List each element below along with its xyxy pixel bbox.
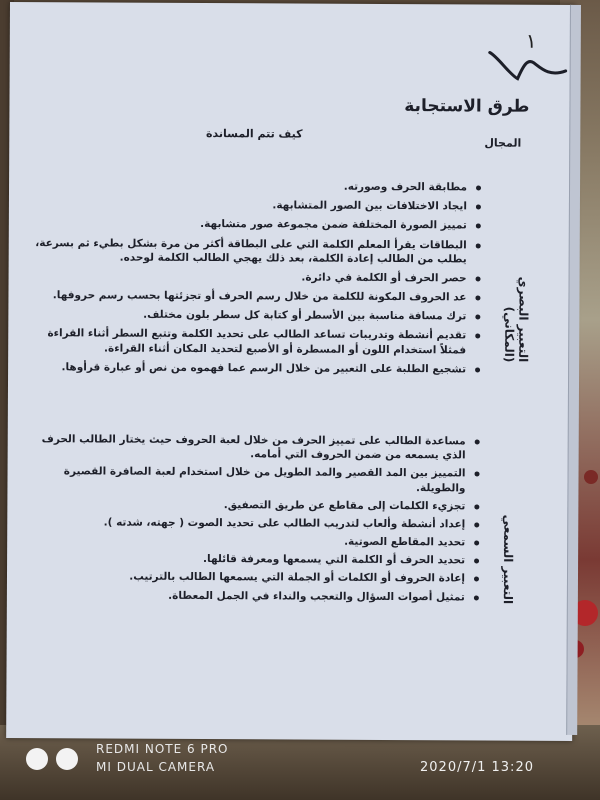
list-item: إعادة الحروف أو الكلمات أو الجملة التي يسمعها الطالب بالترتيب. [27,569,479,586]
page-title: طرق الاستجابة [404,96,530,117]
list-item: مطابقة الحرف وصورته. [19,178,481,195]
list-item: تمييز الصورة المختلفة ضمن مجموعة صور متشابهة. [19,216,481,233]
list-item: تمثيل أصوات السؤال والتعجب والنداء في الجمل المعطاة. [27,588,479,605]
list-item: إعداد أنشطة وألعاب لتدريب الطالب على تحديد الصوت ( جهته، شدته ). [27,515,479,532]
bullet-icon [474,577,479,582]
bullet-icon [475,367,480,372]
bullet-icon [474,540,479,545]
field-label-visual: التعبير البصري (المكاني) [502,277,531,363]
bullet-icon [475,315,480,320]
bullet-icon [476,276,481,281]
list-item: تحديد المقاطع الصوتية. [27,533,479,550]
list-item: تقديم أنشطة وتدريبات تساعد الطالب على تحديد الكلمة وتتبع السطر أثناء القراءة فمثلاً استخدام اللون أو المسطرة أو الأصبع لتحديد المكان أثناء القراءة. [18,326,480,357]
bullet-icon [474,559,479,564]
list-item: حصر الحرف أو الكلمة في دائرة. [19,269,481,286]
list-item: التمييز بين المد القصير والمد الطويل من خلال استخدام لعبة الصافرة القصيرة والطويلة. [27,464,479,495]
list-item: عد الحروف المكونة للكلمة من خلال رسم الحرف أو تجزئتها بحسب رسم حروفها. [18,288,480,305]
audio-strategies-list [27,432,480,608]
field-label-audio: التعبير السمعي [500,515,516,605]
list-item: ترك مسافة مناسبة بين الأسطر أو كتابة كل سطر بلون مختلف. [18,307,480,324]
fabric-flower [584,470,598,484]
header-swoosh-icon [488,45,568,95]
watermark-device: REDMI NOTE 6 PRO [96,742,229,756]
column-heading-how: كيف تتم المساندة [206,127,303,141]
section-number: ١ [525,28,537,53]
bullet-icon [474,522,479,527]
bullet-icon [476,205,481,210]
bullet-icon [475,334,480,339]
bullet-icon [476,243,481,248]
visual-strategies-list [18,178,481,381]
document-page [6,2,576,741]
watermark-circle-icon [26,748,48,770]
list-item: تشجيع الطلبة على التعبير من خلال الرسم عما فهموه من نص أو عبارة قرأوها. [18,360,480,377]
watermark-circle-icon [56,748,78,770]
list-item: البطاقات يقرأ المعلم الكلمة التي على البطاقة أكثر من مرة بشكل بطيء ثم بسرعة، يطلب من الطالب إعادة الكلمة، بعد ذلك يهجي الطالب الكلمة لوحده. [19,236,481,267]
bullet-icon [475,472,480,477]
bullet-icon [475,439,480,444]
column-heading-field: المجال [484,136,522,150]
list-item: تجزيء الكلمات إلى مقاطع عن طريق التصفيق. [27,497,479,514]
bullet-icon [476,224,481,229]
bullet-icon [474,504,479,509]
list-item: تحديد الحرف أو الكلمة التي يسمعها ومعرفة قائلها. [27,551,479,568]
list-item: ايجاد الاختلافات بين الصور المتشابهة. [19,197,481,214]
photo-timestamp: 2020/7/1 13:20 [420,760,534,775]
watermark-camera: MI DUAL CAMERA [96,760,216,774]
bullet-icon [476,185,481,190]
bullet-icon [474,595,479,600]
list-item: مساعدة الطالب على تمييز الحرف من خلال لعبة الحروف حيث يختار الطالب الحرف الذي يسمعه من ضمن الحروف التي أمامه. [28,432,480,463]
bullet-icon [475,295,480,300]
